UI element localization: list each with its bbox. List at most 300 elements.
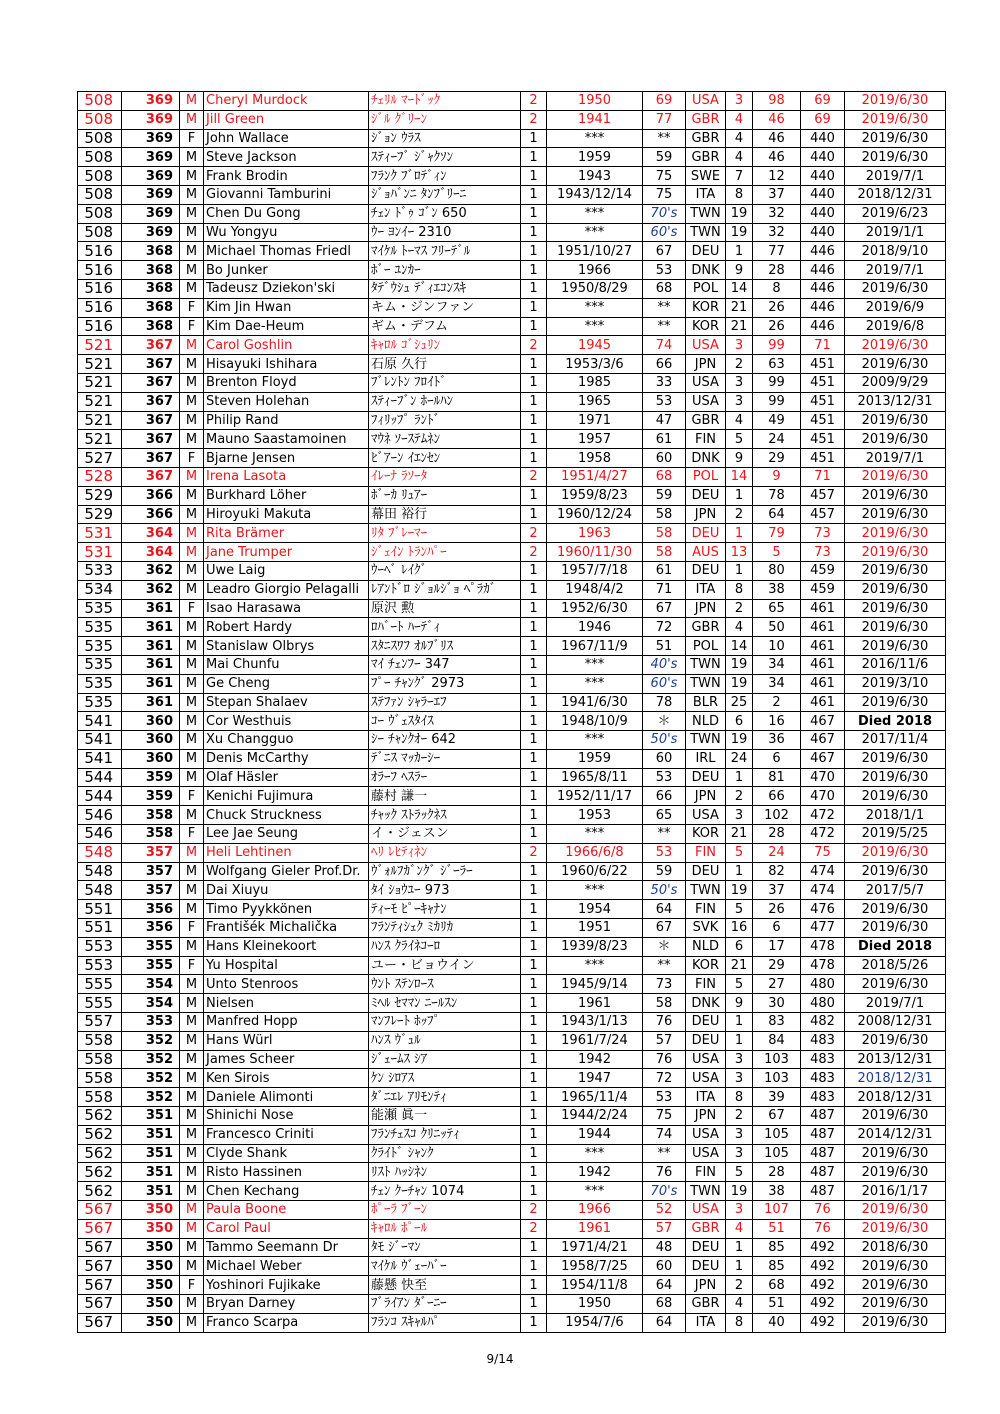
country-rank-cell: 14 [726,279,753,298]
country-rank-cell: 1 [726,1013,753,1032]
rank-cell: 548 [78,843,122,862]
category-cell: 1 [521,674,547,693]
update-date-cell: 2018/1/1 [845,806,946,825]
sex-cell: M [180,768,204,787]
sex-cell: M [180,92,204,111]
category-cell: 1 [521,825,547,844]
country-position-cell: 64 [753,505,801,524]
country-cell: AUS [686,543,726,562]
country-position-cell: 78 [753,486,801,505]
update-date-cell: 2019/6/8 [845,317,946,336]
category-cell: 1 [521,580,547,599]
rank-cell: 544 [78,787,122,806]
age-cell: ** [643,129,686,148]
country-position-cell: 103 [753,1050,801,1069]
update-date-cell: 2019/6/30 [845,1031,946,1050]
kana-name-cell: ｷｬﾛﾙ ｺﾞｼｭﾘﾝ [369,336,521,355]
age-cell: 68 [643,467,686,486]
update-date-cell: 2019/6/30 [845,355,946,374]
update-date-cell: 2009/9/29 [845,373,946,392]
country-rank-cell: 1 [726,768,753,787]
country-rank-cell: 21 [726,825,753,844]
name-cell: Nielsen [204,994,369,1013]
country-position-cell: 36 [753,731,801,750]
table-row [78,1219,946,1238]
country-position-cell: 6 [753,749,801,768]
sex-cell: M [180,1069,204,1088]
country-cell: SWE [686,167,726,186]
table-row [78,261,946,280]
table-row [78,937,946,956]
category-rank-cell: 487 [801,1163,845,1182]
country-cell: POL [686,279,726,298]
update-date-cell: 2019/6/30 [845,279,946,298]
age-cell: 48 [643,1238,686,1257]
name-cell: Yu Hospital [204,956,369,975]
country-cell: ITA [686,185,726,204]
rank-cell: 521 [78,392,122,411]
country-cell: DEU [686,486,726,505]
sex-cell: M [180,1088,204,1107]
table-row [78,148,946,167]
rank-cell: 562 [78,1144,122,1163]
birth-date-cell: 1965 [547,392,643,411]
country-position-cell: 28 [753,825,801,844]
birth-date-cell: *** [547,956,643,975]
category-rank-cell: 492 [801,1238,845,1257]
update-date-cell: 2019/6/30 [845,843,946,862]
country-rank-cell: 1 [726,1257,753,1276]
kana-name-cell: イ・ジェスン [369,825,521,844]
country-position-cell: 99 [753,336,801,355]
name-cell: Jill Green [204,110,369,129]
birth-date-cell: 1951/10/27 [547,242,643,261]
score-cell: 367 [122,336,180,355]
sex-cell: M [180,1144,204,1163]
name-cell: Frank Brodin [204,167,369,186]
rank-cell: 553 [78,956,122,975]
rank-cell: 541 [78,712,122,731]
update-date-cell: Died 2018 [845,712,946,731]
birth-date-cell: *** [547,674,643,693]
sex-cell: F [180,599,204,618]
table-row [78,524,946,543]
country-rank-cell: 1 [726,242,753,261]
sex-cell: M [180,505,204,524]
category-cell: 1 [521,881,547,900]
age-cell: ** [643,825,686,844]
rank-cell: 546 [78,825,122,844]
country-rank-cell: 21 [726,956,753,975]
age-cell: 59 [643,486,686,505]
country-rank-cell: 1 [726,524,753,543]
rank-cell: 567 [78,1276,122,1295]
age-cell: 64 [643,1276,686,1295]
category-rank-cell: 483 [801,1031,845,1050]
rank-cell: 535 [78,618,122,637]
score-cell: 356 [122,900,180,919]
country-position-cell: 46 [753,148,801,167]
table-row [78,373,946,392]
country-rank-cell: 5 [726,975,753,994]
age-cell: 70's [643,1182,686,1201]
birth-date-cell: 1946 [547,618,643,637]
kana-name-cell: ﾁｪﾘﾙ ﾏｰﾄﾞｯｸ [369,92,521,111]
kana-name-cell: 石原 久行 [369,355,521,374]
country-position-cell: 30 [753,994,801,1013]
kana-name-cell: キム・ジンファン [369,298,521,317]
age-cell: 47 [643,411,686,430]
update-date-cell: 2019/3/10 [845,674,946,693]
country-position-cell: 27 [753,975,801,994]
category-rank-cell: 75 [801,843,845,862]
country-cell: JPN [686,1107,726,1126]
name-cell: Risto Hassinen [204,1163,369,1182]
birth-date-cell: 1939/8/23 [547,937,643,956]
kana-name-cell: ﾌﾞﾗｲｱﾝ ﾀﾞｰﾆｰ [369,1295,521,1314]
score-cell: 353 [122,1013,180,1032]
country-position-cell: 9 [753,467,801,486]
update-date-cell: 2019/6/30 [845,599,946,618]
category-cell: 1 [521,1257,547,1276]
age-cell: ** [643,298,686,317]
birth-date-cell: 1971 [547,411,643,430]
category-rank-cell: 461 [801,637,845,656]
birth-date-cell: *** [547,731,643,750]
table-row [78,712,946,731]
update-date-cell: 2019/6/30 [845,543,946,562]
table-row [78,655,946,674]
name-cell: Daniele Alimonti [204,1088,369,1107]
update-date-cell: 2019/6/30 [845,1257,946,1276]
score-cell: 369 [122,204,180,223]
name-cell: Dai Xiuyu [204,881,369,900]
score-cell: 352 [122,1088,180,1107]
name-cell: Hisayuki Ishihara [204,355,369,374]
rank-cell: 516 [78,279,122,298]
table-row [78,1069,946,1088]
table-row [78,505,946,524]
kana-name-cell: ｷｬﾛﾙ ﾎﾟｰﾙ [369,1219,521,1238]
category-rank-cell: 446 [801,298,845,317]
name-cell: Ge Cheng [204,674,369,693]
kana-name-cell: ギム・デフム [369,317,521,336]
birth-date-cell: 1951/4/27 [547,467,643,486]
table-row [78,223,946,242]
name-cell: Isao Harasawa [204,599,369,618]
table-row [78,637,946,656]
country-cell: USA [686,392,726,411]
country-cell: DNK [686,449,726,468]
kana-name-cell: ﾍﾘ ﾚﾋﾃｨﾈﾝ [369,843,521,862]
category-cell: 1 [521,787,547,806]
country-position-cell: 82 [753,862,801,881]
category-rank-cell: 467 [801,731,845,750]
category-rank-cell: 474 [801,862,845,881]
update-date-cell: 2018/12/31 [845,185,946,204]
table-row [78,1125,946,1144]
sex-cell: M [180,1050,204,1069]
country-rank-cell: 1 [726,862,753,881]
category-rank-cell: 487 [801,1182,845,1201]
rank-cell: 567 [78,1201,122,1220]
country-rank-cell: 21 [726,298,753,317]
update-date-cell: 2019/6/30 [845,637,946,656]
country-position-cell: 66 [753,787,801,806]
birth-date-cell: 1951 [547,919,643,938]
name-cell: Stepan Shalaev [204,693,369,712]
country-rank-cell: 3 [726,392,753,411]
update-date-cell: 2018/9/10 [845,242,946,261]
table-row [78,336,946,355]
rank-cell: 551 [78,919,122,938]
country-cell: KOR [686,317,726,336]
kana-name-cell: ｽﾀﾆｽﾜﾌ ｵﾙﾌﾞﾘｽ [369,637,521,656]
score-cell: 360 [122,731,180,750]
category-rank-cell: 476 [801,900,845,919]
name-cell: Philip Rand [204,411,369,430]
category-rank-cell: 492 [801,1313,845,1332]
age-cell: 64 [643,900,686,919]
rank-cell: 527 [78,449,122,468]
update-date-cell: 2019/6/30 [845,919,946,938]
country-cell: USA [686,1069,726,1088]
table-row [78,129,946,148]
score-cell: 367 [122,449,180,468]
kana-name-cell: ﾛﾊﾞｰﾄ ﾊｰﾃﾞｨ [369,618,521,637]
name-cell: Tadeusz Dziekon'ski [204,279,369,298]
rank-cell: 562 [78,1107,122,1126]
country-rank-cell: 8 [726,580,753,599]
score-cell: 350 [122,1295,180,1314]
kana-name-cell: 原沢 勲 [369,599,521,618]
country-rank-cell: 5 [726,1163,753,1182]
update-date-cell: 2019/6/30 [845,1107,946,1126]
age-cell: ** [643,317,686,336]
table-row [78,1144,946,1163]
country-position-cell: 67 [753,1107,801,1126]
update-date-cell: 2017/11/4 [845,731,946,750]
rank-cell: 555 [78,994,122,1013]
country-position-cell: 5 [753,543,801,562]
kana-name-cell: ﾊﾝｽ ｸﾗｲﾈｺｰﾛ [369,937,521,956]
name-cell: Cheryl Murdock [204,92,369,111]
score-cell: 355 [122,937,180,956]
category-cell: 1 [521,1050,547,1069]
kana-name-cell: ﾏｲｹﾙ ﾄｰﾏｽ ﾌﾘｰﾃﾞﾙ [369,242,521,261]
score-cell: 354 [122,975,180,994]
category-rank-cell: 478 [801,937,845,956]
category-rank-cell: 492 [801,1276,845,1295]
category-cell: 1 [521,129,547,148]
score-cell: 361 [122,599,180,618]
rank-cell: 535 [78,637,122,656]
country-position-cell: 102 [753,806,801,825]
name-cell: Denis McCarthy [204,749,369,768]
rank-cell: 529 [78,505,122,524]
name-cell: Cor Westhuis [204,712,369,731]
rank-cell: 558 [78,1069,122,1088]
age-cell: 72 [643,1069,686,1088]
table-row [78,862,946,881]
country-position-cell: 38 [753,1182,801,1201]
country-cell: DEU [686,561,726,580]
sex-cell: M [180,994,204,1013]
country-cell: POL [686,467,726,486]
sex-cell: M [180,355,204,374]
category-rank-cell: 461 [801,693,845,712]
category-rank-cell: 69 [801,92,845,111]
kana-name-cell: ｳﾞｫﾙﾌｶﾞﾝｸﾞ ｼﾞｰﾗｰ [369,862,521,881]
kana-name-cell: ﾏｲｹﾙ ｳﾞｪｰﾊﾞｰ [369,1257,521,1276]
rank-cell: 535 [78,693,122,712]
birth-date-cell: 1943/1/13 [547,1013,643,1032]
category-rank-cell: 483 [801,1050,845,1069]
country-position-cell: 46 [753,129,801,148]
category-cell: 1 [521,1182,547,1201]
name-cell: Kenichi Fujimura [204,787,369,806]
age-cell: 50's [643,731,686,750]
age-cell: 68 [643,1295,686,1314]
category-cell: 1 [521,749,547,768]
country-cell: KOR [686,298,726,317]
country-position-cell: 85 [753,1257,801,1276]
country-position-cell: 24 [753,843,801,862]
table-row [78,580,946,599]
category-cell: 1 [521,204,547,223]
birth-date-cell: *** [547,298,643,317]
rank-cell: 508 [78,92,122,111]
score-cell: 369 [122,92,180,111]
name-cell: Olaf Häsler [204,768,369,787]
country-cell: DEU [686,1013,726,1032]
category-rank-cell: 472 [801,806,845,825]
table-row [78,825,946,844]
category-rank-cell: 73 [801,524,845,543]
category-rank-cell: 487 [801,1144,845,1163]
age-cell: 60 [643,749,686,768]
table-row [78,919,946,938]
score-cell: 362 [122,561,180,580]
update-date-cell: 2019/6/30 [845,693,946,712]
category-cell: 1 [521,975,547,994]
sex-cell: M [180,1219,204,1238]
sex-cell: M [180,467,204,486]
sex-cell: M [180,543,204,562]
update-date-cell: 2019/6/30 [845,110,946,129]
category-cell: 1 [521,618,547,637]
birth-date-cell: 1959 [547,148,643,167]
rank-cell: 562 [78,1182,122,1201]
rank-cell: 521 [78,430,122,449]
country-rank-cell: 3 [726,1050,753,1069]
table-row [78,1295,946,1314]
age-cell: ** [643,956,686,975]
category-rank-cell: 474 [801,881,845,900]
table-row [78,975,946,994]
score-cell: 352 [122,1050,180,1069]
category-cell: 1 [521,449,547,468]
country-position-cell: 2 [753,693,801,712]
name-cell: Jane Trumper [204,543,369,562]
update-date-cell: 2019/6/30 [845,148,946,167]
name-cell: Steven Holehan [204,392,369,411]
country-cell: DEU [686,242,726,261]
birth-date-cell: 1961/7/24 [547,1031,643,1050]
birth-date-cell: 1945/9/14 [547,975,643,994]
kana-name-cell: ﾘﾀ ﾌﾞﾚｰﾏｰ [369,524,521,543]
category-cell: 2 [521,467,547,486]
country-position-cell: 99 [753,373,801,392]
country-cell: TWN [686,674,726,693]
sex-cell: M [180,373,204,392]
country-rank-cell: 21 [726,317,753,336]
category-rank-cell: 470 [801,787,845,806]
category-cell: 1 [521,1276,547,1295]
country-rank-cell: 5 [726,843,753,862]
name-cell: Tammo Seemann Dr [204,1238,369,1257]
category-cell: 1 [521,599,547,618]
category-rank-cell: 461 [801,599,845,618]
score-cell: 367 [122,467,180,486]
birth-date-cell: 1944/2/24 [547,1107,643,1126]
table-row [78,561,946,580]
birth-date-cell: 1941/6/30 [547,693,643,712]
table-row [78,1088,946,1107]
sex-cell: M [180,486,204,505]
rank-cell: 541 [78,749,122,768]
age-cell: 53 [643,1088,686,1107]
country-cell: ITA [686,1313,726,1332]
table-row [78,1107,946,1126]
kana-name-cell: ｼﾞｪｲﾝ ﾄﾗﾝﾊﾟｰ [369,543,521,562]
update-date-cell: 2019/6/30 [845,1163,946,1182]
kana-name-cell: ｼﾞｮﾝ ｳﾗｽ [369,129,521,148]
name-cell: Michael Weber [204,1257,369,1276]
table-row [78,317,946,336]
table-row [78,994,946,1013]
name-cell: Uwe Laig [204,561,369,580]
sex-cell: M [180,1257,204,1276]
score-cell: 350 [122,1313,180,1332]
kana-name-cell: ｲﾚｰﾅ ﾗｿｰﾀ [369,467,521,486]
name-cell: John Wallace [204,129,369,148]
rank-cell: 544 [78,768,122,787]
birth-date-cell: 1967/11/9 [547,637,643,656]
country-rank-cell: 4 [726,618,753,637]
country-cell: FIN [686,430,726,449]
country-cell: GBR [686,110,726,129]
age-cell: 51 [643,637,686,656]
sex-cell: M [180,1201,204,1220]
country-position-cell: 49 [753,411,801,430]
birth-date-cell: 1944 [547,1125,643,1144]
score-cell: 352 [122,1031,180,1050]
category-cell: 1 [521,148,547,167]
update-date-cell: 2014/12/31 [845,1125,946,1144]
birth-date-cell: 1966 [547,1201,643,1220]
update-date-cell: 2019/6/30 [845,1201,946,1220]
country-rank-cell: 19 [726,674,753,693]
country-cell: IRL [686,749,726,768]
country-rank-cell: 2 [726,505,753,524]
score-cell: 367 [122,373,180,392]
rank-cell: 548 [78,881,122,900]
category-rank-cell: 492 [801,1295,845,1314]
country-rank-cell: 3 [726,1201,753,1220]
sex-cell: M [180,148,204,167]
rank-cell: 528 [78,467,122,486]
